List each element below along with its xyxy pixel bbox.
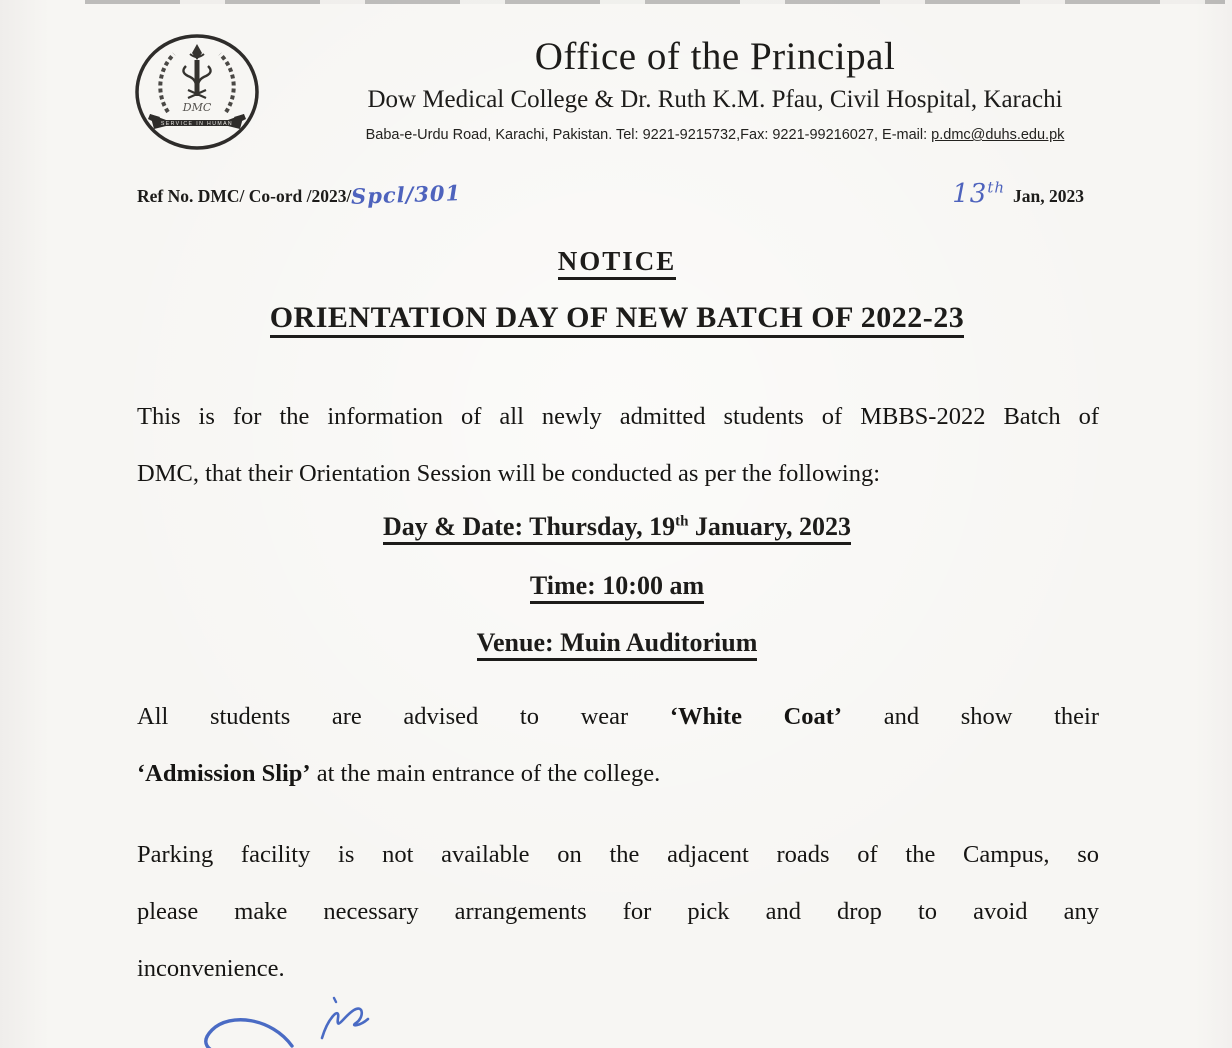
scan-artifact-line [85, 0, 1225, 4]
office-title: Office of the Principal [534, 35, 896, 78]
parking-line-2: please make necessary arrangements for pick and drop to avoid any [137, 898, 1099, 925]
email-address: p.dmc@duhs.edu.pk [931, 127, 1065, 143]
orientation-title: ORIENTATION DAY OF NEW BATCH OF 2022-23 [137, 301, 1097, 335]
ref-printed: Ref No. DMC/ Co-ord /2023/ [137, 185, 352, 206]
date-printed: Jan, 2023 [1013, 185, 1084, 206]
intro-line-2: DMC, that their Orientation Session will be conducted as per the following: [137, 460, 881, 487]
white-coat-emphasis: ‘White Coat’ [669, 703, 843, 730]
advice-line-2: ‘Admission Slip’ at the main entrance of the college. [137, 760, 661, 787]
advice-paragraph [137, 688, 1099, 802]
logo-monogram: DMC [182, 101, 212, 114]
torch-emblem [183, 44, 210, 98]
notice-heading: NOTICE [137, 246, 1097, 277]
event-venue-line: Venue: Muin Auditorium [137, 628, 1097, 658]
advice-line-1: All students are advised to wear ‘White Coat’ and show their [137, 703, 1100, 730]
address-text: Baba-e-Urdu Road, Karachi, Pakistan. Tel: 9221-9215732,Fax: 9221-99216027, E-mail: [365, 127, 932, 143]
admission-slip-emphasis: ‘Admission Slip’ [137, 760, 311, 787]
ref-number [137, 179, 462, 209]
logo-banner-text: SERVICE IN HUMAN [160, 121, 234, 127]
parking-line-1: Parking facility is not available on the adjacent roads of the Campus, so [137, 841, 1099, 868]
letter-date [952, 178, 1084, 209]
parking-paragraph [137, 826, 1099, 997]
event-time-line: Time: 10:00 am [137, 571, 1097, 601]
signature-ink [172, 992, 452, 1048]
college-crest-logo [128, 32, 266, 152]
parking-line-3: inconvenience. [137, 955, 285, 982]
intro-paragraph [137, 388, 1099, 502]
event-date-line: Day & Date: Thursday, 19th January, 2023 [137, 512, 1097, 542]
intro-line-1: This is for the information of all newly admitted students of MBBS-2022 Batch of [137, 403, 1099, 430]
laurel-left [160, 54, 174, 112]
reference-row [137, 178, 1084, 209]
laurel-right [220, 54, 234, 112]
address-line [300, 127, 1130, 143]
date-handwritten: 13th [952, 178, 1006, 209]
institution-name: Dow Medical College & Dr. Ruth K.M. Pfau, Civil Hospital, Karachi [367, 86, 1063, 113]
ref-handwritten: Spcl/301 [350, 179, 462, 209]
